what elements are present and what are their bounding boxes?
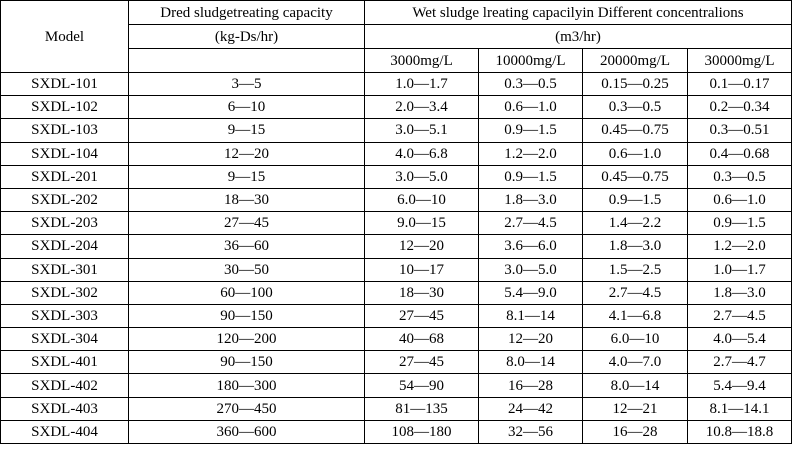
wet-30000-cell: 0.9—1.5 [688, 212, 792, 235]
table-row [1, 165, 792, 188]
wet-3000-cell: 12—20 [365, 235, 479, 258]
wet-3000-cell: 27—45 [365, 351, 479, 374]
wet-20000-cell: 0.45—0.75 [583, 165, 688, 188]
table-row [1, 212, 792, 235]
wet-3000-cell: 3.0—5.0 [365, 165, 479, 188]
wet-10000-cell: 8.0—14 [479, 351, 583, 374]
dry-capacity-unit: (kg-Ds/hr) [129, 25, 365, 49]
model-cell: SXDL-401 [1, 351, 129, 374]
wet-10000-cell: 0.9—1.5 [479, 165, 583, 188]
wet-30000-cell: 0.1—0.17 [688, 73, 792, 96]
model-cell: SXDL-104 [1, 142, 129, 165]
wet-30000-cell: 5.4—9.4 [688, 374, 792, 397]
dry-capacity-cell: 90—150 [129, 304, 365, 327]
model-cell: SXDL-403 [1, 397, 129, 420]
wet-3000-cell: 40—68 [365, 328, 479, 351]
wet-20000-cell: 0.6—1.0 [583, 142, 688, 165]
wet-30000-cell: 0.4—0.68 [688, 142, 792, 165]
model-cell: SXDL-404 [1, 420, 129, 443]
wet-10000-cell: 0.6—1.0 [479, 96, 583, 119]
model-cell: SXDL-203 [1, 212, 129, 235]
table-row [1, 420, 792, 443]
dry-capacity-cell: 270—450 [129, 397, 365, 420]
dry-capacity-cell: 9—15 [129, 119, 365, 142]
dry-capacity-cell: 3—5 [129, 73, 365, 96]
wet-capacity-unit: (m3/hr) [365, 25, 792, 49]
wet-20000-cell: 4.1—6.8 [583, 304, 688, 327]
wet-10000-cell: 16—28 [479, 374, 583, 397]
wet-20000-cell: 2.7—4.5 [583, 281, 688, 304]
wet-3000-cell: 108—180 [365, 420, 479, 443]
wet-3000-cell: 3.0—5.1 [365, 119, 479, 142]
wet-10000-cell: 5.4—9.0 [479, 281, 583, 304]
wet-20000-cell: 0.45—0.75 [583, 119, 688, 142]
wet-20000-cell: 8.0—14 [583, 374, 688, 397]
concentration-header-20000: 20000mg/L [583, 49, 688, 73]
wet-20000-cell: 4.0—7.0 [583, 351, 688, 374]
table-row [1, 119, 792, 142]
table-row [1, 235, 792, 258]
wet-10000-cell: 1.8—3.0 [479, 188, 583, 211]
model-cell: SXDL-301 [1, 258, 129, 281]
model-cell: SXDL-202 [1, 188, 129, 211]
wet-20000-cell: 0.9—1.5 [583, 188, 688, 211]
dry-capacity-title: Dred sludgetreating capacity [129, 1, 365, 25]
wet-3000-cell: 6.0—10 [365, 188, 479, 211]
model-cell: SXDL-204 [1, 235, 129, 258]
wet-30000-cell: 2.7—4.5 [688, 304, 792, 327]
wet-10000-cell: 3.6—6.0 [479, 235, 583, 258]
table-row [1, 188, 792, 211]
table-row [1, 374, 792, 397]
wet-30000-cell: 1.8—3.0 [688, 281, 792, 304]
wet-10000-cell: 1.2—2.0 [479, 142, 583, 165]
table-row [1, 258, 792, 281]
wet-20000-cell: 0.15—0.25 [583, 73, 688, 96]
wet-30000-cell: 4.0—5.4 [688, 328, 792, 351]
table-row [1, 328, 792, 351]
dry-capacity-cell: 360—600 [129, 420, 365, 443]
model-cell: SXDL-102 [1, 96, 129, 119]
wet-10000-cell: 32—56 [479, 420, 583, 443]
wet-20000-cell: 1.8—3.0 [583, 235, 688, 258]
table-row [1, 142, 792, 165]
dry-capacity-cell: 6—10 [129, 96, 365, 119]
wet-20000-cell: 6.0—10 [583, 328, 688, 351]
header-row-1 [1, 1, 792, 25]
model-cell: SXDL-103 [1, 119, 129, 142]
dry-capacity-cell: 36—60 [129, 235, 365, 258]
dry-capacity-cell: 120—200 [129, 328, 365, 351]
dry-capacity-cell: 180—300 [129, 374, 365, 397]
dry-capacity-cell: 12—20 [129, 142, 365, 165]
wet-10000-cell: 24—42 [479, 397, 583, 420]
concentration-header-30000: 30000mg/L [688, 49, 792, 73]
wet-30000-cell: 1.0—1.7 [688, 258, 792, 281]
table-row [1, 397, 792, 420]
dry-capacity-cell: 18—30 [129, 188, 365, 211]
wet-30000-cell: 2.7—4.7 [688, 351, 792, 374]
table-row [1, 351, 792, 374]
table-row [1, 304, 792, 327]
wet-30000-cell: 0.3—0.51 [688, 119, 792, 142]
table-row [1, 281, 792, 304]
wet-3000-cell: 27—45 [365, 304, 479, 327]
wet-3000-cell: 4.0—6.8 [365, 142, 479, 165]
wet-3000-cell: 54—90 [365, 374, 479, 397]
wet-20000-cell: 12—21 [583, 397, 688, 420]
wet-20000-cell: 1.4—2.2 [583, 212, 688, 235]
wet-10000-cell: 0.3—0.5 [479, 73, 583, 96]
model-column-header: Model [1, 1, 129, 73]
model-cell: SXDL-101 [1, 73, 129, 96]
table-body [1, 73, 792, 444]
wet-30000-cell: 8.1—14.1 [688, 397, 792, 420]
wet-30000-cell: 0.2—0.34 [688, 96, 792, 119]
concentration-header-10000: 10000mg/L [479, 49, 583, 73]
model-cell: SXDL-302 [1, 281, 129, 304]
wet-3000-cell: 10—17 [365, 258, 479, 281]
model-cell: SXDL-304 [1, 328, 129, 351]
wet-10000-cell: 2.7—4.5 [479, 212, 583, 235]
concentration-header-3000: 3000mg/L [365, 49, 479, 73]
wet-3000-cell: 18—30 [365, 281, 479, 304]
dry-capacity-cell: 90—150 [129, 351, 365, 374]
table-row [1, 96, 792, 119]
wet-10000-cell: 3.0—5.0 [479, 258, 583, 281]
wet-10000-cell: 0.9—1.5 [479, 119, 583, 142]
model-cell: SXDL-303 [1, 304, 129, 327]
wet-20000-cell: 16—28 [583, 420, 688, 443]
wet-20000-cell: 1.5—2.5 [583, 258, 688, 281]
model-cell: SXDL-402 [1, 374, 129, 397]
dry-capacity-cell: 9—15 [129, 165, 365, 188]
wet-3000-cell: 1.0—1.7 [365, 73, 479, 96]
dry-capacity-blank [129, 49, 365, 73]
wet-10000-cell: 8.1—14 [479, 304, 583, 327]
dry-capacity-cell: 60—100 [129, 281, 365, 304]
wet-3000-cell: 81—135 [365, 397, 479, 420]
wet-capacity-title: Wet sludge lreating capacilyin Different concentralions [365, 1, 792, 25]
wet-30000-cell: 1.2—2.0 [688, 235, 792, 258]
wet-30000-cell: 0.6—1.0 [688, 188, 792, 211]
wet-30000-cell: 10.8—18.8 [688, 420, 792, 443]
table-header [1, 1, 792, 73]
wet-30000-cell: 0.3—0.5 [688, 165, 792, 188]
model-cell: SXDL-201 [1, 165, 129, 188]
wet-20000-cell: 0.3—0.5 [583, 96, 688, 119]
wet-10000-cell: 12—20 [479, 328, 583, 351]
dry-capacity-cell: 27—45 [129, 212, 365, 235]
dry-capacity-cell: 30—50 [129, 258, 365, 281]
wet-3000-cell: 9.0—15 [365, 212, 479, 235]
table-row [1, 73, 792, 96]
wet-3000-cell: 2.0—3.4 [365, 96, 479, 119]
